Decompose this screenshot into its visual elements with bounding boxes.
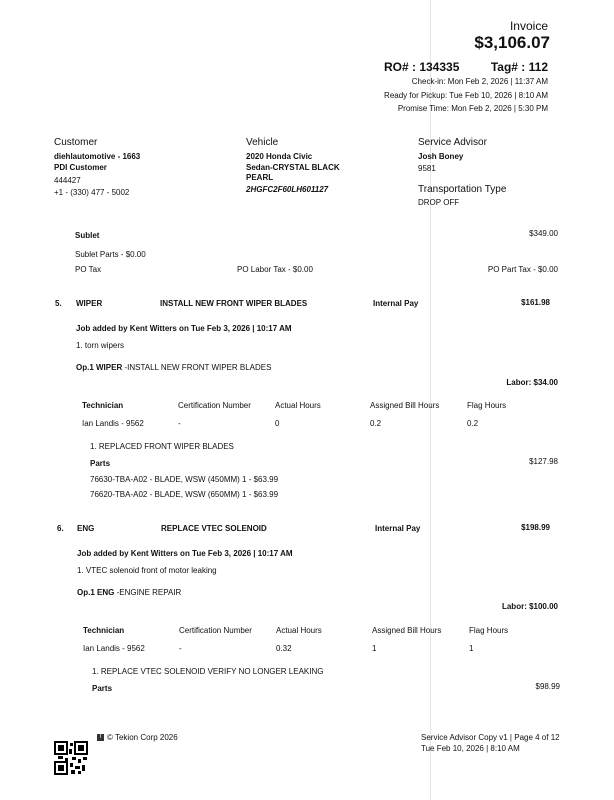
op-code: Op.1 ENG	[77, 588, 115, 597]
qr-code	[54, 741, 88, 775]
tech-cert: -	[178, 419, 181, 428]
job-code: WIPER	[76, 299, 103, 308]
col-certification: Certification Number	[179, 626, 252, 635]
correction-text: 1. REPLACED FRONT WIPER BLADES	[90, 442, 234, 451]
invoice-total: $3,106.07	[474, 33, 550, 52]
checkin-time: Check-in: Mon Feb 2, 2026 | 11:37 AM	[411, 77, 548, 86]
sublet-parts: Sublet Parts - $0.00	[75, 250, 146, 259]
paper-crease	[430, 0, 431, 800]
parts-label: Parts	[90, 459, 111, 468]
col-actual-hours: Actual Hours	[276, 626, 322, 635]
job-concern: 1. VTEC solenoid front of motor leaking	[77, 566, 217, 575]
part-line: 76620-TBA-A02 - BLADE, WSW (650MM) 1 - $63.99	[90, 490, 279, 499]
labor-amount: Labor: $100.00	[501, 602, 558, 611]
col-flag-hours: Flag Hours	[469, 626, 509, 635]
col-technician: Technician	[83, 626, 125, 635]
job-number: 6.	[57, 524, 64, 533]
tech-cert: -	[179, 644, 182, 653]
job-amount: $161.98	[521, 298, 550, 307]
job-title: INSTALL NEW FRONT WIPER BLADES	[160, 299, 308, 308]
footer-print-date: Tue Feb 10, 2026 | 8:10 AM	[421, 744, 520, 753]
tech-actual-hours: 0.32	[276, 644, 292, 653]
job-title: REPLACE VTEC SOLENOID	[161, 524, 267, 533]
tech-actual-hours: 0	[275, 419, 280, 428]
transport-value: DROP OFF	[418, 198, 460, 207]
col-flag-hours: Flag Hours	[467, 401, 507, 410]
footer-copyright: © Tekion Corp 2026	[107, 733, 178, 742]
sublet-title: Sublet	[75, 231, 100, 240]
doc-type: Invoice	[509, 19, 548, 33]
correction-text: 1. REPLACE VTEC SOLENOID VERIFY NO LONGER LEAKING	[92, 667, 324, 676]
ro-number: RO# : 134335	[384, 60, 460, 74]
labor-amount: Labor: $34.00	[506, 378, 558, 387]
promise-time: Promise Time: Mon Feb 2, 2026 | 5:30 PM	[397, 104, 548, 113]
vehicle-model: 2020 Honda Civic	[246, 152, 313, 161]
parts-total: $127.98	[529, 457, 558, 466]
parts-total: $98.99	[535, 682, 560, 691]
tech-flag-hours: 0.2	[467, 419, 479, 428]
transport-heading: Transportation Type	[418, 184, 507, 195]
op-code: Op.1 WIPER	[76, 363, 123, 372]
tech-name: Ian Landis - 9562	[82, 419, 144, 428]
tech-name: Ian Landis - 9562	[83, 644, 145, 653]
job-number: 5.	[55, 299, 62, 308]
col-technician: Technician	[82, 401, 124, 410]
col-assigned-bill-hours: Assigned Bill Hours	[372, 626, 442, 635]
job-amount: $198.99	[521, 523, 550, 532]
po-tax: PO Tax	[75, 265, 102, 274]
ready-time: Ready for Pickup: Tue Feb 10, 2026 | 8:10 AM	[384, 91, 548, 100]
vehicle-trim: Sedan-CRYSTAL BLACK	[246, 163, 340, 172]
customer-name: diehlautomotive - 1663	[54, 152, 141, 161]
tag-number: Tag# : 112	[490, 60, 548, 74]
job-concern: 1. torn wipers	[76, 341, 125, 350]
col-certification: Certification Number	[178, 401, 251, 410]
customer-id: 444427	[54, 176, 81, 185]
tech-assigned-hours: 0.2	[370, 419, 382, 428]
customer-heading: Customer	[54, 137, 98, 148]
footer-copy-info: Service Advisor Copy v1 | Page 4 of 12	[421, 733, 560, 742]
job-added-by: Job added by Kent Witters on Tue Feb 3, 2026 | 10:17 AM	[77, 549, 293, 558]
customer-phone: +1 - (330) 477 - 5002	[54, 188, 130, 197]
op-description: -ENGINE REPAIR	[116, 588, 182, 597]
advisor-name: Josh Boney	[418, 152, 464, 161]
col-actual-hours: Actual Hours	[275, 401, 321, 410]
part-line: 76630-TBA-A02 - BLADE, WSW (450MM) 1 - $63.99	[90, 475, 279, 484]
col-assigned-bill-hours: Assigned Bill Hours	[370, 401, 440, 410]
parts-label: Parts	[92, 684, 113, 693]
tekion-logo-icon: T	[98, 734, 103, 741]
tech-assigned-hours: 1	[372, 644, 377, 653]
po-part-tax: PO Part Tax - $0.00	[487, 265, 558, 274]
vehicle-vin: 2HGFC2F60LH601127	[246, 185, 329, 194]
vehicle-heading: Vehicle	[246, 137, 279, 148]
customer-type: PDI Customer	[54, 163, 107, 172]
vehicle-color: PEARL	[246, 173, 274, 182]
job-added-by: Job added by Kent Witters on Tue Feb 3, 2026 | 10:17 AM	[76, 324, 292, 333]
job-pay-type: Internal Pay	[375, 524, 421, 533]
job-pay-type: Internal Pay	[373, 299, 419, 308]
job-code: ENG	[77, 524, 95, 533]
sublet-amount: $349.00	[529, 229, 558, 238]
po-labor-tax: PO Labor Tax - $0.00	[237, 265, 313, 274]
tech-flag-hours: 1	[469, 644, 474, 653]
advisor-number: 9581	[418, 164, 436, 173]
advisor-heading: Service Advisor	[418, 137, 487, 148]
op-description: -INSTALL NEW FRONT WIPER BLADES	[124, 363, 272, 372]
